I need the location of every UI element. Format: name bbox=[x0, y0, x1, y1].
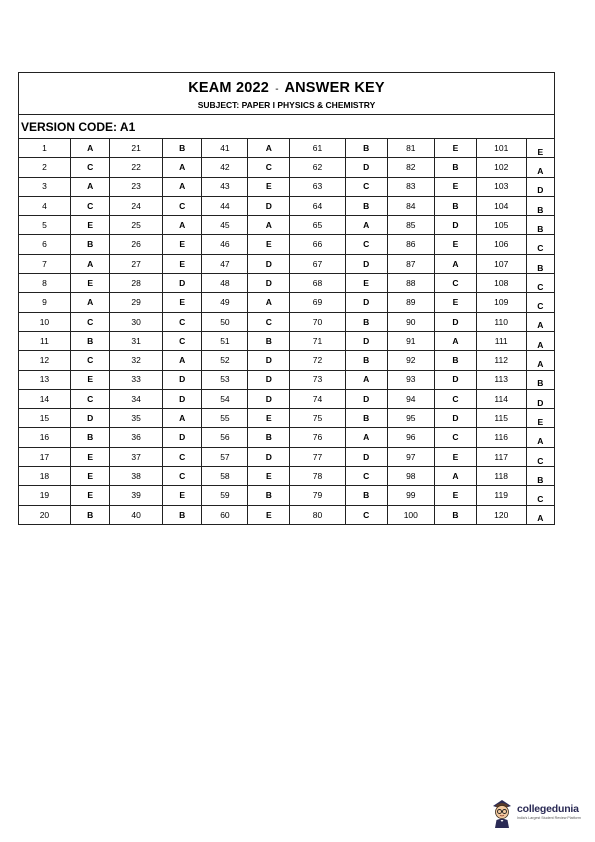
answer-cell: D bbox=[162, 389, 202, 408]
question-number-cell: 44 bbox=[202, 196, 248, 215]
question-number-cell: 10 bbox=[19, 312, 70, 331]
answer-cell: B bbox=[345, 351, 387, 370]
question-number-cell: 117 bbox=[476, 447, 526, 466]
answer-cell: A bbox=[248, 293, 290, 312]
question-number-cell: 97 bbox=[387, 447, 435, 466]
answer-cell: C bbox=[526, 293, 554, 312]
question-number-cell: 116 bbox=[476, 428, 526, 447]
answer-cell: D bbox=[435, 216, 477, 235]
answer-cell: D bbox=[526, 389, 554, 408]
answer-cell: C bbox=[70, 158, 110, 177]
answer-cell: E bbox=[70, 486, 110, 505]
answer-cell: C bbox=[70, 196, 110, 215]
answer-cell: C bbox=[248, 158, 290, 177]
question-number-cell: 92 bbox=[387, 351, 435, 370]
question-number-cell: 59 bbox=[202, 486, 248, 505]
answer-cell: A bbox=[526, 428, 554, 447]
answer-cell: A bbox=[162, 351, 202, 370]
question-number-cell: 69 bbox=[290, 293, 346, 312]
question-number-cell: 45 bbox=[202, 216, 248, 235]
question-number-cell: 12 bbox=[19, 351, 70, 370]
question-number-cell: 102 bbox=[476, 158, 526, 177]
question-number-cell: 84 bbox=[387, 196, 435, 215]
answer-cell: A bbox=[162, 216, 202, 235]
question-number-cell: 105 bbox=[476, 216, 526, 235]
answer-table-body bbox=[19, 139, 554, 524]
logo-tagline: India's Largest Student Review Platform bbox=[517, 816, 581, 820]
question-number-cell: 81 bbox=[387, 139, 435, 158]
question-number-cell: 67 bbox=[290, 254, 346, 273]
question-number-cell: 82 bbox=[387, 158, 435, 177]
answer-cell: B bbox=[345, 312, 387, 331]
question-number-cell: 42 bbox=[202, 158, 248, 177]
answer-key-header bbox=[19, 73, 554, 115]
table-row bbox=[19, 409, 554, 428]
answer-cell: D bbox=[345, 389, 387, 408]
answer-cell: A bbox=[70, 177, 110, 196]
answer-cell: C bbox=[162, 447, 202, 466]
answer-key-sheet bbox=[18, 72, 555, 525]
question-number-cell: 110 bbox=[476, 312, 526, 331]
answer-cell: C bbox=[248, 312, 290, 331]
question-number-cell: 80 bbox=[290, 505, 346, 524]
question-number-cell: 64 bbox=[290, 196, 346, 215]
question-number-cell: 20 bbox=[19, 505, 70, 524]
question-number-cell: 100 bbox=[387, 505, 435, 524]
answer-cell: B bbox=[526, 370, 554, 389]
answer-cell: E bbox=[162, 486, 202, 505]
answer-cell: A bbox=[435, 467, 477, 486]
answer-cell: B bbox=[345, 139, 387, 158]
question-number-cell: 53 bbox=[202, 370, 248, 389]
answer-cell: C bbox=[345, 467, 387, 486]
question-number-cell: 17 bbox=[19, 447, 70, 466]
question-number-cell: 47 bbox=[202, 254, 248, 273]
answer-cell: B bbox=[435, 351, 477, 370]
title-exam: KEAM 2022 bbox=[188, 80, 269, 96]
answer-cell: A bbox=[248, 216, 290, 235]
question-number-cell: 24 bbox=[110, 196, 162, 215]
answer-cell: D bbox=[248, 254, 290, 273]
subject-subtitle: SUBJECT: PAPER I PHYSICS & CHEMISTRY bbox=[197, 100, 376, 110]
answer-cell: A bbox=[526, 331, 554, 350]
question-number-cell: 25 bbox=[110, 216, 162, 235]
answer-cell: A bbox=[526, 351, 554, 370]
question-number-cell: 109 bbox=[476, 293, 526, 312]
answer-cell: A bbox=[162, 409, 202, 428]
question-number-cell: 83 bbox=[387, 177, 435, 196]
question-number-cell: 90 bbox=[387, 312, 435, 331]
question-number-cell: 31 bbox=[110, 331, 162, 350]
question-number-cell: 58 bbox=[202, 467, 248, 486]
question-number-cell: 52 bbox=[202, 351, 248, 370]
answer-cell: E bbox=[162, 293, 202, 312]
answer-cell: E bbox=[248, 505, 290, 524]
answer-cell: D bbox=[162, 428, 202, 447]
question-number-cell: 65 bbox=[290, 216, 346, 235]
question-number-cell: 74 bbox=[290, 389, 346, 408]
question-number-cell: 34 bbox=[110, 389, 162, 408]
answer-cell: D bbox=[70, 409, 110, 428]
question-number-cell: 30 bbox=[110, 312, 162, 331]
answer-cell: C bbox=[345, 505, 387, 524]
question-number-cell: 19 bbox=[19, 486, 70, 505]
answer-cell: E bbox=[248, 409, 290, 428]
answer-cell: C bbox=[70, 389, 110, 408]
question-number-cell: 66 bbox=[290, 235, 346, 254]
question-number-cell: 70 bbox=[290, 312, 346, 331]
answer-cell: B bbox=[526, 254, 554, 273]
answer-cell: D bbox=[248, 351, 290, 370]
answer-cell: C bbox=[162, 312, 202, 331]
answer-cell: C bbox=[435, 389, 477, 408]
question-number-cell: 108 bbox=[476, 274, 526, 293]
logo-wordmark: collegedunia bbox=[517, 803, 579, 815]
answer-cell: B bbox=[345, 409, 387, 428]
table-row bbox=[19, 351, 554, 370]
answer-cell: B bbox=[248, 331, 290, 350]
question-number-cell: 48 bbox=[202, 274, 248, 293]
question-number-cell: 35 bbox=[110, 409, 162, 428]
question-number-cell: 94 bbox=[387, 389, 435, 408]
answer-cell: D bbox=[435, 409, 477, 428]
answer-table bbox=[19, 139, 554, 524]
answer-cell: E bbox=[248, 177, 290, 196]
question-number-cell: 99 bbox=[387, 486, 435, 505]
answer-cell: B bbox=[435, 505, 477, 524]
answer-cell: C bbox=[345, 235, 387, 254]
answer-cell: B bbox=[248, 428, 290, 447]
question-number-cell: 61 bbox=[290, 139, 346, 158]
question-number-cell: 88 bbox=[387, 274, 435, 293]
page-title bbox=[19, 80, 554, 96]
answer-cell: D bbox=[526, 177, 554, 196]
answer-cell: A bbox=[526, 312, 554, 331]
answer-cell: D bbox=[248, 196, 290, 215]
answer-cell: E bbox=[70, 216, 110, 235]
question-number-cell: 33 bbox=[110, 370, 162, 389]
answer-cell: E bbox=[70, 274, 110, 293]
question-number-cell: 89 bbox=[387, 293, 435, 312]
question-number-cell: 113 bbox=[476, 370, 526, 389]
question-number-cell: 93 bbox=[387, 370, 435, 389]
answer-cell: D bbox=[248, 274, 290, 293]
question-number-cell: 43 bbox=[202, 177, 248, 196]
answer-cell: C bbox=[162, 196, 202, 215]
answer-cell: E bbox=[248, 235, 290, 254]
answer-cell: C bbox=[435, 274, 477, 293]
collegedunia-logo bbox=[490, 797, 590, 831]
question-number-cell: 1 bbox=[19, 139, 70, 158]
question-number-cell: 5 bbox=[19, 216, 70, 235]
question-number-cell: 77 bbox=[290, 447, 346, 466]
question-number-cell: 3 bbox=[19, 177, 70, 196]
question-number-cell: 112 bbox=[476, 351, 526, 370]
answer-cell: D bbox=[435, 312, 477, 331]
question-number-cell: 21 bbox=[110, 139, 162, 158]
answer-cell: D bbox=[435, 370, 477, 389]
question-number-cell: 79 bbox=[290, 486, 346, 505]
answer-cell: B bbox=[345, 486, 387, 505]
question-number-cell: 54 bbox=[202, 389, 248, 408]
answer-cell: A bbox=[70, 139, 110, 158]
answer-cell: E bbox=[345, 274, 387, 293]
question-number-cell: 16 bbox=[19, 428, 70, 447]
question-number-cell: 6 bbox=[19, 235, 70, 254]
answer-cell: D bbox=[162, 274, 202, 293]
table-row bbox=[19, 139, 554, 158]
question-number-cell: 7 bbox=[19, 254, 70, 273]
question-number-cell: 36 bbox=[110, 428, 162, 447]
answer-cell: C bbox=[435, 428, 477, 447]
answer-cell: E bbox=[248, 467, 290, 486]
table-row bbox=[19, 505, 554, 524]
question-number-cell: 8 bbox=[19, 274, 70, 293]
question-number-cell: 62 bbox=[290, 158, 346, 177]
answer-cell: C bbox=[526, 486, 554, 505]
answer-cell: B bbox=[162, 139, 202, 158]
question-number-cell: 75 bbox=[290, 409, 346, 428]
question-number-cell: 68 bbox=[290, 274, 346, 293]
question-number-cell: 11 bbox=[19, 331, 70, 350]
table-row bbox=[19, 177, 554, 196]
question-number-cell: 15 bbox=[19, 409, 70, 428]
question-number-cell: 49 bbox=[202, 293, 248, 312]
question-number-cell: 95 bbox=[387, 409, 435, 428]
answer-cell: A bbox=[162, 177, 202, 196]
question-number-cell: 120 bbox=[476, 505, 526, 524]
answer-cell: A bbox=[248, 139, 290, 158]
answer-cell: D bbox=[345, 254, 387, 273]
question-number-cell: 26 bbox=[110, 235, 162, 254]
table-row bbox=[19, 235, 554, 254]
question-number-cell: 98 bbox=[387, 467, 435, 486]
table-row bbox=[19, 486, 554, 505]
question-number-cell: 119 bbox=[476, 486, 526, 505]
question-number-cell: 72 bbox=[290, 351, 346, 370]
table-row bbox=[19, 196, 554, 215]
answer-cell: A bbox=[526, 158, 554, 177]
question-number-cell: 22 bbox=[110, 158, 162, 177]
question-number-cell: 28 bbox=[110, 274, 162, 293]
answer-cell: B bbox=[70, 235, 110, 254]
answer-cell: B bbox=[162, 505, 202, 524]
answer-cell: C bbox=[70, 312, 110, 331]
answer-cell: B bbox=[248, 486, 290, 505]
question-number-cell: 38 bbox=[110, 467, 162, 486]
answer-cell: C bbox=[345, 177, 387, 196]
question-number-cell: 37 bbox=[110, 447, 162, 466]
answer-cell: B bbox=[435, 158, 477, 177]
answer-cell: C bbox=[162, 331, 202, 350]
question-number-cell: 29 bbox=[110, 293, 162, 312]
answer-cell: D bbox=[248, 447, 290, 466]
answer-cell: C bbox=[162, 467, 202, 486]
question-number-cell: 27 bbox=[110, 254, 162, 273]
answer-cell: A bbox=[70, 293, 110, 312]
answer-cell: D bbox=[345, 293, 387, 312]
question-number-cell: 73 bbox=[290, 370, 346, 389]
question-number-cell: 41 bbox=[202, 139, 248, 158]
answer-cell: E bbox=[526, 409, 554, 428]
answer-cell: A bbox=[526, 505, 554, 524]
question-number-cell: 60 bbox=[202, 505, 248, 524]
question-number-cell: 78 bbox=[290, 467, 346, 486]
answer-cell: E bbox=[162, 235, 202, 254]
title-answer-key: ANSWER KEY bbox=[284, 80, 385, 96]
answer-cell: E bbox=[70, 467, 110, 486]
title-dash: - bbox=[275, 84, 279, 95]
answer-cell: B bbox=[526, 216, 554, 235]
question-number-cell: 23 bbox=[110, 177, 162, 196]
table-row bbox=[19, 447, 554, 466]
answer-cell: E bbox=[435, 293, 477, 312]
answer-cell: E bbox=[70, 370, 110, 389]
answer-cell: C bbox=[526, 274, 554, 293]
question-number-cell: 14 bbox=[19, 389, 70, 408]
answer-cell: A bbox=[435, 331, 477, 350]
answer-cell: E bbox=[435, 447, 477, 466]
answer-cell: A bbox=[435, 254, 477, 273]
answer-cell: B bbox=[70, 428, 110, 447]
answer-cell: B bbox=[526, 467, 554, 486]
answer-cell: E bbox=[70, 447, 110, 466]
answer-cell: C bbox=[70, 351, 110, 370]
table-row bbox=[19, 312, 554, 331]
table-row bbox=[19, 254, 554, 273]
answer-cell: D bbox=[345, 158, 387, 177]
answer-cell: C bbox=[526, 235, 554, 254]
table-row bbox=[19, 216, 554, 235]
question-number-cell: 111 bbox=[476, 331, 526, 350]
question-number-cell: 56 bbox=[202, 428, 248, 447]
question-number-cell: 40 bbox=[110, 505, 162, 524]
question-number-cell: 104 bbox=[476, 196, 526, 215]
question-number-cell: 51 bbox=[202, 331, 248, 350]
table-row bbox=[19, 389, 554, 408]
question-number-cell: 2 bbox=[19, 158, 70, 177]
question-number-cell: 114 bbox=[476, 389, 526, 408]
answer-cell: B bbox=[435, 196, 477, 215]
question-number-cell: 87 bbox=[387, 254, 435, 273]
question-number-cell: 39 bbox=[110, 486, 162, 505]
answer-cell: B bbox=[70, 331, 110, 350]
answer-cell: C bbox=[526, 447, 554, 466]
question-number-cell: 18 bbox=[19, 467, 70, 486]
question-number-cell: 50 bbox=[202, 312, 248, 331]
question-number-cell: 55 bbox=[202, 409, 248, 428]
question-number-cell: 101 bbox=[476, 139, 526, 158]
question-number-cell: 9 bbox=[19, 293, 70, 312]
table-row bbox=[19, 370, 554, 389]
answer-cell: A bbox=[345, 428, 387, 447]
question-number-cell: 63 bbox=[290, 177, 346, 196]
answer-cell: E bbox=[435, 177, 477, 196]
table-row bbox=[19, 293, 554, 312]
answer-cell: A bbox=[345, 370, 387, 389]
version-code: VERSION CODE: A1 bbox=[19, 115, 554, 139]
answer-cell: A bbox=[162, 158, 202, 177]
table-row bbox=[19, 158, 554, 177]
answer-cell: E bbox=[435, 235, 477, 254]
question-number-cell: 107 bbox=[476, 254, 526, 273]
table-row bbox=[19, 331, 554, 350]
question-number-cell: 76 bbox=[290, 428, 346, 447]
question-number-cell: 46 bbox=[202, 235, 248, 254]
table-row bbox=[19, 274, 554, 293]
question-number-cell: 13 bbox=[19, 370, 70, 389]
question-number-cell: 115 bbox=[476, 409, 526, 428]
question-number-cell: 91 bbox=[387, 331, 435, 350]
question-number-cell: 71 bbox=[290, 331, 346, 350]
question-number-cell: 85 bbox=[387, 216, 435, 235]
collegedunia-mascot-icon bbox=[490, 797, 514, 829]
table-row bbox=[19, 467, 554, 486]
answer-cell: E bbox=[162, 254, 202, 273]
answer-cell: B bbox=[70, 505, 110, 524]
question-number-cell: 57 bbox=[202, 447, 248, 466]
answer-cell: D bbox=[162, 370, 202, 389]
answer-cell: D bbox=[345, 331, 387, 350]
answer-cell: B bbox=[526, 196, 554, 215]
question-number-cell: 106 bbox=[476, 235, 526, 254]
question-number-cell: 118 bbox=[476, 467, 526, 486]
table-row bbox=[19, 428, 554, 447]
answer-cell: A bbox=[345, 216, 387, 235]
question-number-cell: 86 bbox=[387, 235, 435, 254]
answer-cell: D bbox=[345, 447, 387, 466]
question-number-cell: 4 bbox=[19, 196, 70, 215]
answer-cell: A bbox=[70, 254, 110, 273]
question-number-cell: 32 bbox=[110, 351, 162, 370]
answer-cell: B bbox=[345, 196, 387, 215]
answer-cell: E bbox=[435, 139, 477, 158]
answer-cell: E bbox=[526, 139, 554, 158]
question-number-cell: 103 bbox=[476, 177, 526, 196]
answer-cell: E bbox=[435, 486, 477, 505]
question-number-cell: 96 bbox=[387, 428, 435, 447]
answer-cell: D bbox=[248, 370, 290, 389]
answer-cell: D bbox=[248, 389, 290, 408]
